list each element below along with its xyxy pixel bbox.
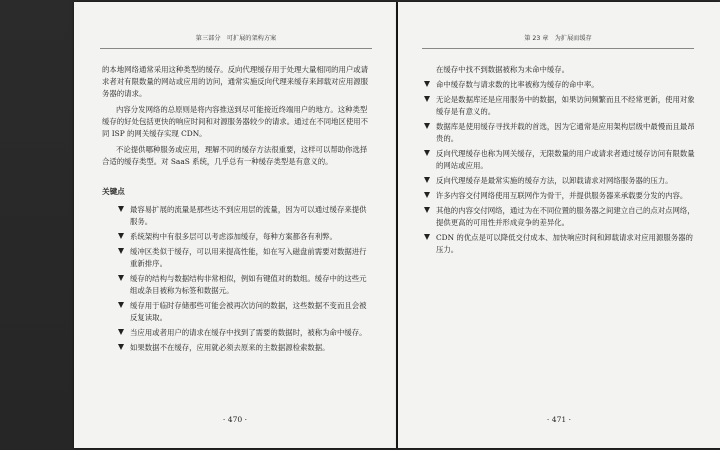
- page-number-right: · 471 ·: [546, 415, 572, 424]
- list-item: [424, 190, 696, 202]
- triangle-bullet-icon: [424, 81, 430, 87]
- triangle-bullet-icon: [118, 275, 124, 281]
- paragraph: 的本地网络通常采用这种类型的缓存。反向代理缓存用于处理大量相同的用户或请求者对有限数量的网站或应用的访问，通常实施反向代理来缓存来卸载对应用源服务器的请求。: [102, 65, 369, 98]
- list-item-text: 其他的内容交付网络，通过为在不同位置的服务器之间建立自己的点对点网络，提供更高的可用性并形成竞争的差异化。: [436, 206, 695, 227]
- list-item-text: 系统架构中有很多层可以考虑添加缓存，每种方案都各有利弊。: [130, 232, 337, 241]
- key-points-list: [102, 204, 370, 354]
- list-item: [118, 204, 370, 228]
- list-item: [118, 231, 370, 243]
- running-head-left: 第三部分 可扩展的架构方案: [100, 33, 372, 49]
- triangle-bullet-icon: [118, 302, 124, 308]
- triangle-bullet-icon: [118, 329, 124, 335]
- triangle-bullet-icon: [424, 234, 430, 240]
- list-item: [424, 121, 696, 145]
- list-item: [118, 246, 370, 270]
- list-item: [424, 232, 696, 256]
- key-points-list: [424, 79, 696, 256]
- list-item: [424, 148, 696, 172]
- left-page-body: [102, 64, 370, 357]
- triangle-bullet-icon: [424, 192, 430, 198]
- list-item: [424, 94, 696, 118]
- list-item: [118, 327, 370, 339]
- list-item: [424, 205, 696, 229]
- list-item-text: 当应用或者用户的请求在缓存中找到了需要的数据时，被称为命中缓存。: [130, 328, 367, 337]
- continued-text: 在缓存中找不到数据被称为未命中缓存。: [436, 65, 570, 74]
- list-item-text: 缓存用于临时存储那些可能会被再次访问的数据，这些数据不变而且会被反复读取。: [130, 301, 367, 322]
- list-item-text: 数据库是使用缓存寻找并载的首选，因为它通常是应用架构层级中最慢而且最昂贵的。: [436, 122, 695, 143]
- list-item: [118, 300, 370, 324]
- list-item-text: 缓存的结构与数据结构非常相似，例如有键值对的数组。缓存中的这些元组或条目被称为标签和数据元。: [130, 274, 367, 295]
- page-number-left: · 470 ·: [222, 415, 248, 424]
- running-head-right: 第 23 章 为扩展而缓存: [422, 33, 694, 49]
- right-page: [398, 2, 720, 448]
- triangle-bullet-icon: [118, 233, 124, 239]
- list-item-text: 最容易扩展的流量是那些达不到应用层的流量，因为可以通过缓存来提供服务。: [130, 205, 367, 226]
- list-item: [118, 273, 370, 297]
- list-item-text: 反向代理缓存是最常实施的缓存方法，以卸载请求对网络服务器的压力。: [436, 176, 673, 185]
- right-page-body: [424, 64, 696, 259]
- triangle-bullet-icon: [118, 206, 124, 212]
- triangle-bullet-icon: [424, 207, 430, 213]
- section-heading: 关键点: [102, 187, 125, 196]
- left-page: [74, 2, 396, 448]
- paragraph: 不论提供哪种服务或应用，理解不同的缓存方法很重要，这样可以帮助你选择合适的缓存类型。对 SaaS 系统，几乎总有一种缓存类型是有意义的。: [102, 145, 368, 166]
- triangle-bullet-icon: [424, 123, 430, 129]
- list-item-text: 如果数据不在缓存，应用就必须去原来的主数据源检索数据。: [130, 343, 330, 352]
- list-item-text: 许多内容交付网络使用互联网作为骨干，并提供服务器来承载要分发的内容。: [436, 191, 688, 200]
- list-item-text: 反向代理缓存也称为网关缓存，无限数量的用户或请求者通过缓存访问有限数量的网站或应用。: [436, 149, 695, 170]
- triangle-bullet-icon: [424, 177, 430, 183]
- list-item-text: CDN 的优点是可以降低交付成本、加快响应时间和卸载请求对应用源服务器的压力。: [436, 233, 693, 254]
- list-item: [424, 175, 696, 187]
- list-item-text: 缓冲区类似于缓存，可以用来提高性能，如在写入磁盘前需要对数据进行重新排序。: [130, 247, 367, 268]
- list-item: [118, 342, 370, 354]
- paragraph: 内容分发网络的总原则是将内容推送到尽可能接近终端用户的地方。这种类型缓存的好处包括更快的响应时间和对源服务器较少的请求。通过在不同地区使用不同 ISP 的网关缓存实现 CDN。: [102, 105, 369, 138]
- triangle-bullet-icon: [424, 96, 430, 102]
- triangle-bullet-icon: [118, 344, 124, 350]
- list-item-text: 无论是数据库还是应用服务中的数据，如果访问频繁而且不经常更新，使用对象缓存是有意义的。: [436, 95, 695, 116]
- triangle-bullet-icon: [118, 248, 124, 254]
- list-item: [424, 79, 696, 91]
- triangle-bullet-icon: [424, 150, 430, 156]
- list-item-text: 命中缓存数与请求数的比率被称为缓存的命中率。: [436, 80, 599, 89]
